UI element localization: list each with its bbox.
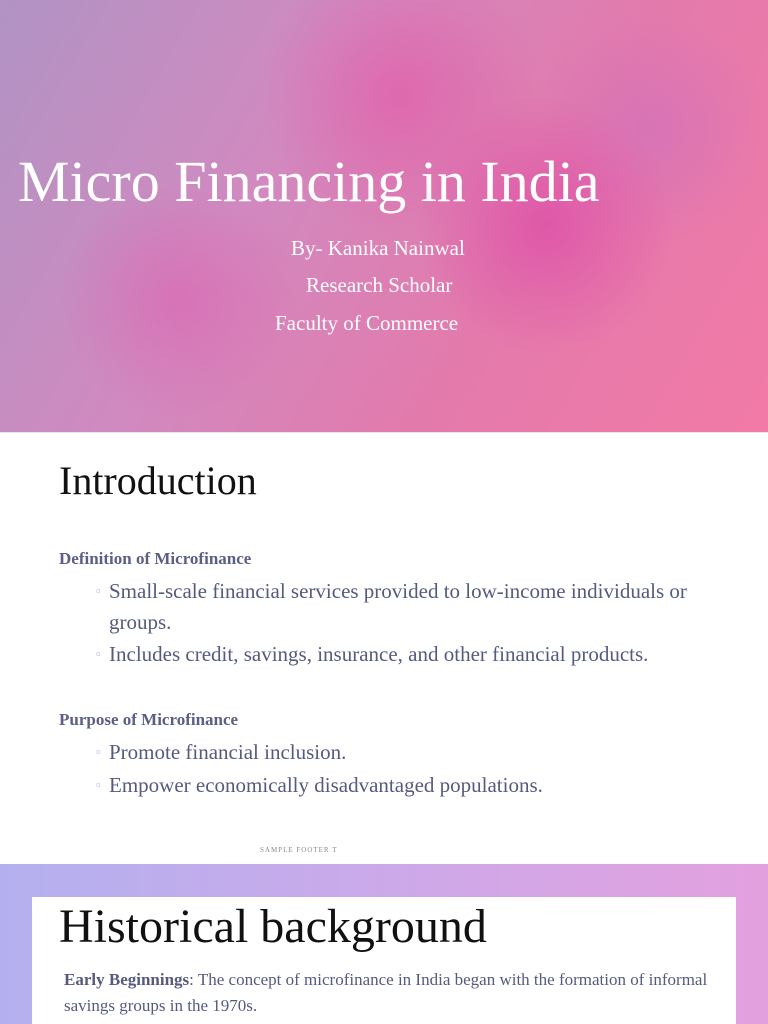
bullet-item xyxy=(96,770,736,801)
bullet-text: Empower economically disadvantaged populations. xyxy=(109,773,543,797)
section-heading-purpose: Purpose of Microfinance xyxy=(59,710,239,729)
bullet-item xyxy=(96,639,736,670)
historical-background-slide xyxy=(0,864,768,1024)
slide-title: Historical background xyxy=(59,900,487,953)
paragraph xyxy=(64,967,714,1019)
bullet-marker-icon: ▫ xyxy=(96,777,101,792)
paragraph-lead: Early Beginnings xyxy=(64,970,190,989)
introduction-slide xyxy=(0,432,768,865)
author-role: Research Scholar xyxy=(306,273,453,297)
bullet-text: Small-scale financial services provided to low-income individuals or groups. xyxy=(109,579,687,634)
bullet-text: Promote financial inclusion. xyxy=(109,740,347,764)
bullet-marker-icon: ▫ xyxy=(96,646,101,661)
slide-title: Introduction xyxy=(59,458,257,503)
bullet-item xyxy=(96,576,736,638)
bullet-marker-icon: ▫ xyxy=(96,583,101,598)
slide-footer: SAMPLE FOOTER T xyxy=(260,846,338,854)
content-card xyxy=(32,897,736,1024)
paragraph-text: : The concept of microfinance in India began with the formation of informal savings groups in the 1970s. xyxy=(64,970,708,1015)
bullet-item xyxy=(96,737,736,768)
title-slide xyxy=(0,0,768,432)
section-heading-definition: Definition of Microfinance xyxy=(59,549,252,568)
author-byline: By- Kanika Nainwal xyxy=(291,236,465,260)
bullet-text: Includes credit, savings, insurance, and other financial products. xyxy=(109,642,649,666)
slide-title: Micro Financing in India xyxy=(18,149,600,214)
bullet-marker-icon: ▫ xyxy=(96,744,101,759)
author-faculty: Faculty of Commerce xyxy=(275,311,459,335)
